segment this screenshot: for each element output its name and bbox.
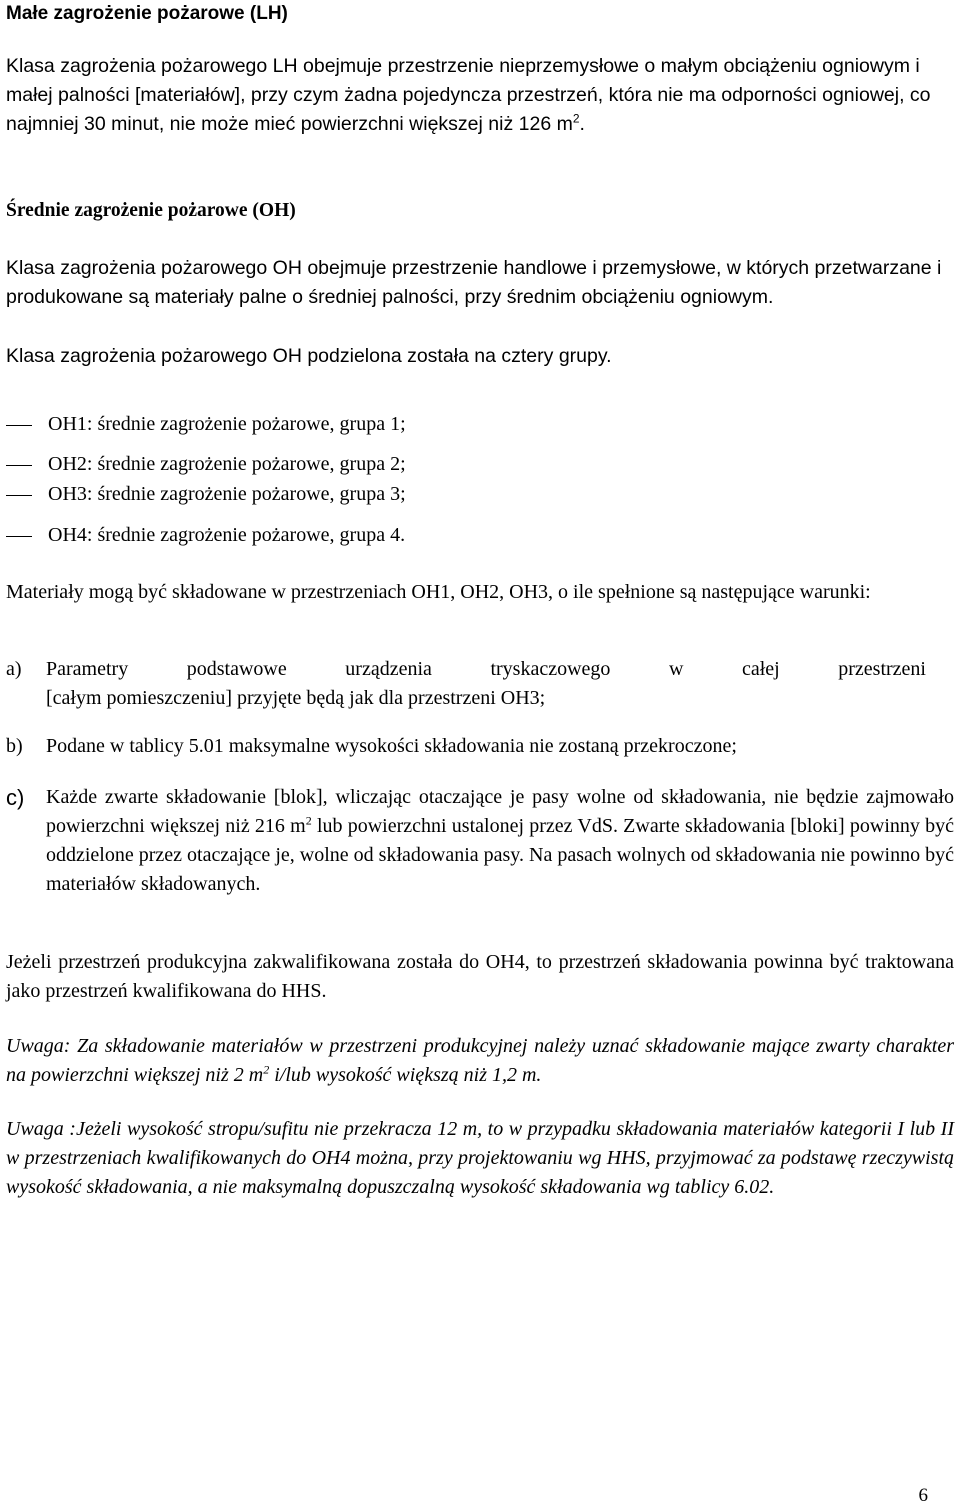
lh-paragraph-end: . [579,113,585,135]
condition-c-sup: 2 [305,813,312,828]
oh-group-label: OH4: średnie zagrożenie pożarowe, grupa 4. [48,524,406,546]
note-2: Uwaga :Jeżeli wysokość stropu/sufitu nie przekracza 12 m, to w przypadku składowania materiałów kategorii I lub II w przestrzeniach kwalifikowanych do OH4 można, przy projektowaniu wg HHS, przyjmować za podstawę rzeczywistą wysokość składowania, a nie maksymalną dopuszczalną wysokość składowania wg tablicy 6.02. [6,1118,954,1198]
condition-b-text: Podane w tablicy 5.01 maksymalne wysokości składowania nie zostaną przekroczone; [46,735,737,757]
condition-a-line-2: [całym pomieszczeniu] przyjęte będą jak dla przestrzeni OH3; [46,687,546,709]
oh-group-label: OH2: średnie zagrożenie pożarowe, grupa 2; [48,453,406,475]
oh-group-item [6,523,405,547]
condition-marker: a) [6,658,22,680]
oh-paragraph-1: Klasa zagrożenia pożarowego OH obejmuje przestrzenie handlowe i przemysłowe, w których przetwarzane i produkowane są materiały palne o średniej palności, przy średnim obciążeniu ogniowym. [6,257,942,308]
condition-marker: c) [6,785,25,810]
oh-group-item [6,452,406,476]
oh-group-item [6,482,406,506]
oh4-note: Jeżeli przestrzeń produkcyjna zakwalifikowana została do OH4, to przestrzeń składowania powinna być traktowana jako przestrzeń kwalifikowana do HHS. [6,951,954,1002]
note-1-text-end: i/lub wysokość większą niż 1,2 m. [269,1064,542,1086]
lh-paragraph-text: Klasa zagrożenia pożarowego LH obejmuje przestrzenie nieprzemysłowe o małym obciążeniu ogniowym i małej palności [materiałów], przy czym żadna pojedyncza przestrzeń, która nie ma odporności ogniowej, co najmniej 30 minut, nie może mieć powierzchni większej niż 126 m [6,55,931,135]
oh-paragraph-2: Klasa zagrożenia pożarowego OH podzielona została na cztery grupy. [6,345,612,367]
oh-heading: Średnie zagrożenie pożarowe (OH) [6,200,296,221]
condition-a [6,655,946,713]
note-1-text: Uwaga: Za składowanie materiałów w przestrzeni produkcyjnej należy uznać składowanie mające zwarty charakter na powierzchni większej niż 2 m [6,1035,954,1086]
note-1-sup: 2 [263,1062,270,1077]
lh-heading: Małe zagrożenie pożarowe (LH) [6,3,288,24]
condition-c-text-start: Każde zwarte składowanie [blok], wliczając otaczające je pasy wolne od składowania, nie będzie zajmowało powierzchni większej niż 216 m [46,786,954,837]
condition-b [6,732,946,761]
condition-marker: b) [6,735,23,757]
condition-c [6,783,954,899]
condition-c-text [46,783,954,899]
dash-bullet-icon [6,495,32,496]
oh-group-item [6,412,406,436]
oh-group-label: OH1: średnie zagrożenie pożarowe, grupa 1; [48,413,406,435]
page-number: 6 [918,1485,928,1506]
lh-paragraph [6,52,956,139]
storage-intro: Materiały mogą być składowane w przestrzeniach OH1, OH2, OH3, o ile spełnione są następujące warunki: [6,581,871,603]
oh-group-label: OH3: średnie zagrożenie pożarowe, grupa 3; [48,483,406,505]
dash-bullet-icon [6,536,32,537]
lh-paragraph-sup: 2 [572,111,580,126]
condition-c-text-end: lub powierzchni ustalonej przez VdS. Zwarte składowania [bloki] powinny być oddzielone przez otaczające je, wolne od składowania pasy. Na pasach wolnych od składowania nie powinno być materiałów składowanych. [46,815,954,895]
dash-bullet-icon [6,465,32,466]
note-1 [6,1032,954,1090]
dash-bullet-icon [6,425,32,426]
condition-a-line-1: Parametry podstawowe urządzenia tryskaczowego w całej przestrzeni [46,658,926,680]
